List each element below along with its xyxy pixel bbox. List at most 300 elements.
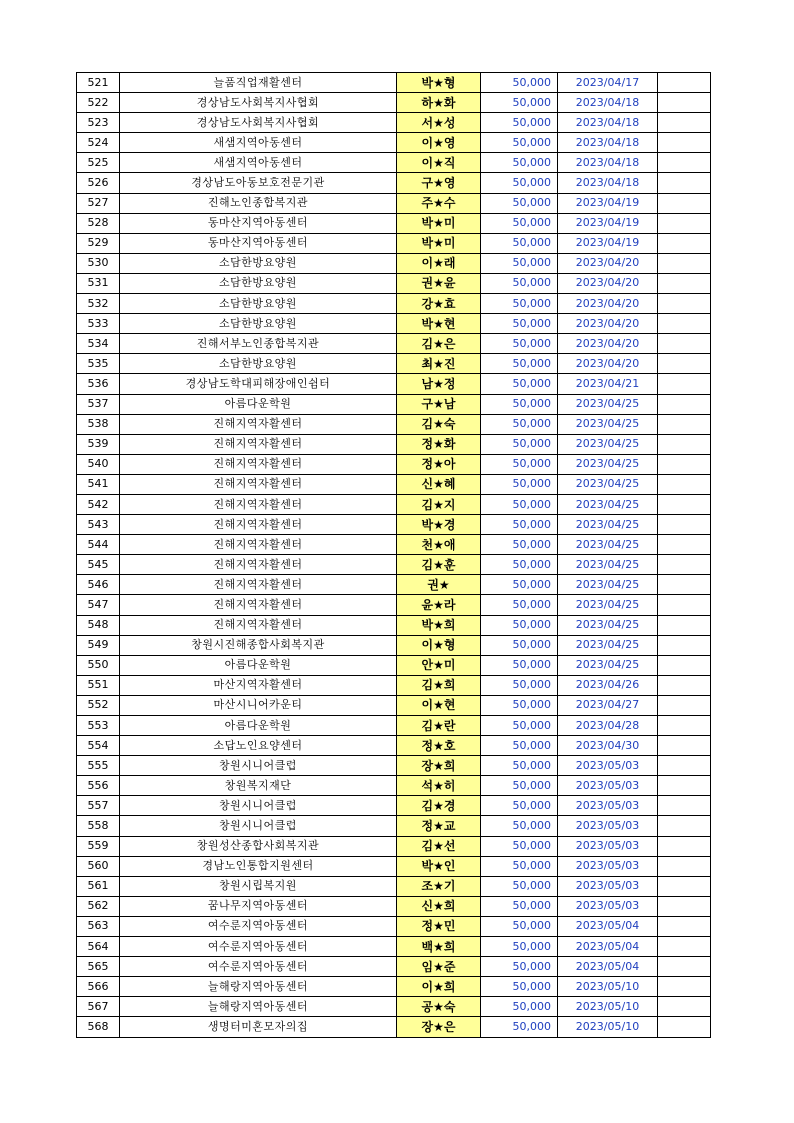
organization-name: 창원시진해종합사회복지관 bbox=[120, 635, 397, 655]
organization-name: 마산지역자활센터 bbox=[120, 675, 397, 695]
amount: 50,000 bbox=[481, 535, 558, 555]
row-number: 564 bbox=[77, 937, 120, 957]
amount: 50,000 bbox=[481, 394, 558, 414]
row-number: 557 bbox=[77, 796, 120, 816]
row-number: 525 bbox=[77, 153, 120, 173]
amount: 50,000 bbox=[481, 314, 558, 334]
donation-date: 2023/04/18 bbox=[558, 133, 658, 153]
amount: 50,000 bbox=[481, 213, 558, 233]
donation-date: 2023/05/10 bbox=[558, 997, 658, 1017]
donation-date: 2023/04/20 bbox=[558, 253, 658, 273]
note-cell bbox=[658, 555, 711, 575]
row-number: 526 bbox=[77, 173, 120, 193]
amount: 50,000 bbox=[481, 233, 558, 253]
amount: 50,000 bbox=[481, 515, 558, 535]
table-row bbox=[77, 896, 711, 916]
organization-name: 소담한방요양원 bbox=[120, 314, 397, 334]
note-cell bbox=[658, 916, 711, 936]
row-number: 563 bbox=[77, 916, 120, 936]
donation-date: 2023/05/03 bbox=[558, 776, 658, 796]
table-row bbox=[77, 334, 711, 354]
table-row bbox=[77, 434, 711, 454]
person-name: 박★미 bbox=[397, 233, 481, 253]
donation-date: 2023/05/04 bbox=[558, 916, 658, 936]
person-name: 이★직 bbox=[397, 153, 481, 173]
donation-date: 2023/04/18 bbox=[558, 153, 658, 173]
person-name: 신★희 bbox=[397, 896, 481, 916]
row-number: 541 bbox=[77, 474, 120, 494]
amount: 50,000 bbox=[481, 374, 558, 394]
table-row bbox=[77, 796, 711, 816]
amount: 50,000 bbox=[481, 635, 558, 655]
table-row bbox=[77, 555, 711, 575]
row-number: 562 bbox=[77, 896, 120, 916]
table-row bbox=[77, 876, 711, 896]
organization-name: 진해지역자활센터 bbox=[120, 575, 397, 595]
note-cell bbox=[658, 675, 711, 695]
donation-date: 2023/04/25 bbox=[558, 635, 658, 655]
organization-name: 진해지역자활센터 bbox=[120, 414, 397, 434]
table-row bbox=[77, 535, 711, 555]
organization-name: 경남노인통합지원센터 bbox=[120, 856, 397, 876]
amount: 50,000 bbox=[481, 414, 558, 434]
organization-name: 소담한방요양원 bbox=[120, 294, 397, 314]
table-row bbox=[77, 937, 711, 957]
table-row bbox=[77, 695, 711, 715]
amount: 50,000 bbox=[481, 93, 558, 113]
row-number: 565 bbox=[77, 957, 120, 977]
table-body bbox=[77, 73, 711, 1038]
organization-name: 늘해랑지역아동센터 bbox=[120, 977, 397, 997]
table-row bbox=[77, 615, 711, 635]
organization-name: 진해지역자활센터 bbox=[120, 494, 397, 514]
note-cell bbox=[658, 937, 711, 957]
row-number: 551 bbox=[77, 675, 120, 695]
note-cell bbox=[658, 394, 711, 414]
table-row bbox=[77, 575, 711, 595]
table-row bbox=[77, 776, 711, 796]
row-number: 536 bbox=[77, 374, 120, 394]
person-name: 서★성 bbox=[397, 113, 481, 133]
amount: 50,000 bbox=[481, 354, 558, 374]
note-cell bbox=[658, 736, 711, 756]
organization-name: 창원시니어클럽 bbox=[120, 756, 397, 776]
donation-date: 2023/04/25 bbox=[558, 575, 658, 595]
amount: 50,000 bbox=[481, 796, 558, 816]
note-cell bbox=[658, 856, 711, 876]
amount: 50,000 bbox=[481, 937, 558, 957]
person-name: 남★정 bbox=[397, 374, 481, 394]
row-number: 554 bbox=[77, 736, 120, 756]
note-cell bbox=[658, 93, 711, 113]
amount: 50,000 bbox=[481, 716, 558, 736]
row-number: 529 bbox=[77, 233, 120, 253]
note-cell bbox=[658, 695, 711, 715]
row-number: 533 bbox=[77, 314, 120, 334]
person-name: 하★화 bbox=[397, 93, 481, 113]
organization-name: 아름다운학원 bbox=[120, 655, 397, 675]
donation-date: 2023/05/03 bbox=[558, 856, 658, 876]
donation-date: 2023/04/20 bbox=[558, 294, 658, 314]
donation-date: 2023/04/20 bbox=[558, 273, 658, 293]
row-number: 530 bbox=[77, 253, 120, 273]
person-name: 이★형 bbox=[397, 635, 481, 655]
person-name: 이★현 bbox=[397, 695, 481, 715]
donation-date: 2023/05/03 bbox=[558, 896, 658, 916]
person-name: 김★란 bbox=[397, 716, 481, 736]
table-row bbox=[77, 153, 711, 173]
organization-name: 늘품직업재활센터 bbox=[120, 73, 397, 93]
amount: 50,000 bbox=[481, 193, 558, 213]
table-row bbox=[77, 113, 711, 133]
row-number: 528 bbox=[77, 213, 120, 233]
table-row bbox=[77, 816, 711, 836]
amount: 50,000 bbox=[481, 474, 558, 494]
row-number: 561 bbox=[77, 876, 120, 896]
note-cell bbox=[658, 73, 711, 93]
organization-name: 생명터미혼모자의집 bbox=[120, 1017, 397, 1037]
table-row bbox=[77, 173, 711, 193]
table-row bbox=[77, 716, 711, 736]
amount: 50,000 bbox=[481, 173, 558, 193]
table-row bbox=[77, 454, 711, 474]
row-number: 550 bbox=[77, 655, 120, 675]
row-number: 559 bbox=[77, 836, 120, 856]
table-row bbox=[77, 655, 711, 675]
person-name: 권★윤 bbox=[397, 273, 481, 293]
note-cell bbox=[658, 253, 711, 273]
organization-name: 소담한방요양원 bbox=[120, 273, 397, 293]
table-row bbox=[77, 394, 711, 414]
person-name: 김★숙 bbox=[397, 414, 481, 434]
amount: 50,000 bbox=[481, 575, 558, 595]
table-row bbox=[77, 233, 711, 253]
person-name: 권★ bbox=[397, 575, 481, 595]
note-cell bbox=[658, 133, 711, 153]
donation-date: 2023/04/19 bbox=[558, 213, 658, 233]
person-name: 김★선 bbox=[397, 836, 481, 856]
row-number: 521 bbox=[77, 73, 120, 93]
amount: 50,000 bbox=[481, 675, 558, 695]
donation-date: 2023/05/03 bbox=[558, 796, 658, 816]
table-row bbox=[77, 635, 711, 655]
table-row bbox=[77, 414, 711, 434]
organization-name: 진해서부노인종합복지관 bbox=[120, 334, 397, 354]
donation-date: 2023/04/26 bbox=[558, 675, 658, 695]
table-row bbox=[77, 997, 711, 1017]
table-row bbox=[77, 595, 711, 615]
donation-date: 2023/05/03 bbox=[558, 816, 658, 836]
donation-date: 2023/05/03 bbox=[558, 756, 658, 776]
amount: 50,000 bbox=[481, 695, 558, 715]
note-cell bbox=[658, 836, 711, 856]
row-number: 539 bbox=[77, 434, 120, 454]
table-row bbox=[77, 675, 711, 695]
organization-name: 진해지역자활센터 bbox=[120, 515, 397, 535]
note-cell bbox=[658, 957, 711, 977]
person-name: 정★아 bbox=[397, 454, 481, 474]
donation-date: 2023/04/25 bbox=[558, 535, 658, 555]
donation-date: 2023/04/20 bbox=[558, 334, 658, 354]
amount: 50,000 bbox=[481, 434, 558, 454]
row-number: 556 bbox=[77, 776, 120, 796]
amount: 50,000 bbox=[481, 494, 558, 514]
table-row bbox=[77, 314, 711, 334]
donation-date: 2023/05/03 bbox=[558, 876, 658, 896]
organization-name: 진해노인종합복지관 bbox=[120, 193, 397, 213]
person-name: 이★영 bbox=[397, 133, 481, 153]
row-number: 560 bbox=[77, 856, 120, 876]
donation-date: 2023/04/25 bbox=[558, 494, 658, 514]
amount: 50,000 bbox=[481, 595, 558, 615]
person-name: 김★경 bbox=[397, 796, 481, 816]
row-number: 535 bbox=[77, 354, 120, 374]
amount: 50,000 bbox=[481, 253, 558, 273]
note-cell bbox=[658, 635, 711, 655]
donation-date: 2023/05/04 bbox=[558, 957, 658, 977]
person-name: 김★지 bbox=[397, 494, 481, 514]
row-number: 543 bbox=[77, 515, 120, 535]
amount: 50,000 bbox=[481, 273, 558, 293]
donation-date: 2023/05/10 bbox=[558, 977, 658, 997]
donation-date: 2023/04/19 bbox=[558, 193, 658, 213]
note-cell bbox=[658, 334, 711, 354]
amount: 50,000 bbox=[481, 555, 558, 575]
amount: 50,000 bbox=[481, 153, 558, 173]
organization-name: 경상남도사회복지사협회 bbox=[120, 113, 397, 133]
table-row bbox=[77, 736, 711, 756]
person-name: 장★희 bbox=[397, 756, 481, 776]
note-cell bbox=[658, 494, 711, 514]
note-cell bbox=[658, 314, 711, 334]
donation-date: 2023/04/25 bbox=[558, 655, 658, 675]
person-name: 이★희 bbox=[397, 977, 481, 997]
note-cell bbox=[658, 896, 711, 916]
row-number: 540 bbox=[77, 454, 120, 474]
person-name: 박★경 bbox=[397, 515, 481, 535]
note-cell bbox=[658, 997, 711, 1017]
row-number: 532 bbox=[77, 294, 120, 314]
person-name: 강★효 bbox=[397, 294, 481, 314]
row-number: 553 bbox=[77, 716, 120, 736]
organization-name: 여수룬지역아동센터 bbox=[120, 957, 397, 977]
person-name: 안★미 bbox=[397, 655, 481, 675]
table-row bbox=[77, 957, 711, 977]
amount: 50,000 bbox=[481, 736, 558, 756]
row-number: 545 bbox=[77, 555, 120, 575]
organization-name: 진해지역자활센터 bbox=[120, 595, 397, 615]
donation-date: 2023/04/20 bbox=[558, 314, 658, 334]
organization-name: 소담한방요양원 bbox=[120, 354, 397, 374]
row-number: 524 bbox=[77, 133, 120, 153]
note-cell bbox=[658, 193, 711, 213]
donation-date: 2023/04/27 bbox=[558, 695, 658, 715]
amount: 50,000 bbox=[481, 113, 558, 133]
row-number: 534 bbox=[77, 334, 120, 354]
donation-date: 2023/04/18 bbox=[558, 113, 658, 133]
person-name: 백★희 bbox=[397, 937, 481, 957]
person-name: 윤★라 bbox=[397, 595, 481, 615]
row-number: 522 bbox=[77, 93, 120, 113]
table-row bbox=[77, 836, 711, 856]
organization-name: 꿈나무지역아동센터 bbox=[120, 896, 397, 916]
note-cell bbox=[658, 575, 711, 595]
donation-date: 2023/04/25 bbox=[558, 595, 658, 615]
person-name: 석★히 bbox=[397, 776, 481, 796]
note-cell bbox=[658, 273, 711, 293]
amount: 50,000 bbox=[481, 977, 558, 997]
donation-date: 2023/04/18 bbox=[558, 93, 658, 113]
row-number: 546 bbox=[77, 575, 120, 595]
table-row bbox=[77, 133, 711, 153]
note-cell bbox=[658, 233, 711, 253]
table-row bbox=[77, 856, 711, 876]
amount: 50,000 bbox=[481, 957, 558, 977]
donation-date: 2023/05/10 bbox=[558, 1017, 658, 1037]
note-cell bbox=[658, 535, 711, 555]
organization-name: 창원시니어클럽 bbox=[120, 796, 397, 816]
table-row bbox=[77, 193, 711, 213]
note-cell bbox=[658, 756, 711, 776]
person-name: 박★인 bbox=[397, 856, 481, 876]
donation-date: 2023/04/30 bbox=[558, 736, 658, 756]
donation-table bbox=[76, 72, 711, 1038]
amount: 50,000 bbox=[481, 916, 558, 936]
note-cell bbox=[658, 655, 711, 675]
person-name: 이★래 bbox=[397, 253, 481, 273]
note-cell bbox=[658, 454, 711, 474]
donation-date: 2023/04/25 bbox=[558, 515, 658, 535]
donation-date: 2023/04/25 bbox=[558, 454, 658, 474]
table-row bbox=[77, 354, 711, 374]
row-number: 548 bbox=[77, 615, 120, 635]
table-row bbox=[77, 756, 711, 776]
organization-name: 동마산지역아동센터 bbox=[120, 233, 397, 253]
organization-name: 창원복지재단 bbox=[120, 776, 397, 796]
person-name: 공★숙 bbox=[397, 997, 481, 1017]
amount: 50,000 bbox=[481, 896, 558, 916]
note-cell bbox=[658, 213, 711, 233]
note-cell bbox=[658, 615, 711, 635]
note-cell bbox=[658, 1017, 711, 1037]
table-row bbox=[77, 73, 711, 93]
table-row bbox=[77, 474, 711, 494]
table-row bbox=[77, 93, 711, 113]
amount: 50,000 bbox=[481, 1017, 558, 1037]
person-name: 정★화 bbox=[397, 434, 481, 454]
amount: 50,000 bbox=[481, 334, 558, 354]
row-number: 538 bbox=[77, 414, 120, 434]
organization-name: 경상남도사회복지사협회 bbox=[120, 93, 397, 113]
person-name: 김★희 bbox=[397, 675, 481, 695]
row-number: 566 bbox=[77, 977, 120, 997]
person-name: 장★은 bbox=[397, 1017, 481, 1037]
person-name: 조★기 bbox=[397, 876, 481, 896]
person-name: 정★교 bbox=[397, 816, 481, 836]
organization-name: 경상남도아동보호전문기관 bbox=[120, 173, 397, 193]
person-name: 구★남 bbox=[397, 394, 481, 414]
organization-name: 창원성산종합사회복지관 bbox=[120, 836, 397, 856]
organization-name: 새샘지역아동센터 bbox=[120, 153, 397, 173]
row-number: 567 bbox=[77, 997, 120, 1017]
organization-name: 소답노인요양센터 bbox=[120, 736, 397, 756]
amount: 50,000 bbox=[481, 816, 558, 836]
note-cell bbox=[658, 796, 711, 816]
table-row bbox=[77, 374, 711, 394]
person-name: 신★혜 bbox=[397, 474, 481, 494]
donation-date: 2023/04/18 bbox=[558, 173, 658, 193]
person-name: 구★영 bbox=[397, 173, 481, 193]
donation-date: 2023/04/25 bbox=[558, 555, 658, 575]
amount: 50,000 bbox=[481, 776, 558, 796]
amount: 50,000 bbox=[481, 655, 558, 675]
amount: 50,000 bbox=[481, 133, 558, 153]
row-number: 531 bbox=[77, 273, 120, 293]
organization-name: 마산시니어카운티 bbox=[120, 695, 397, 715]
organization-name: 진해지역자활센터 bbox=[120, 454, 397, 474]
table-row bbox=[77, 916, 711, 936]
organization-name: 창원시니어클럽 bbox=[120, 816, 397, 836]
note-cell bbox=[658, 876, 711, 896]
row-number: 547 bbox=[77, 595, 120, 615]
person-name: 천★애 bbox=[397, 535, 481, 555]
donation-date: 2023/05/04 bbox=[558, 937, 658, 957]
organization-name: 아름다운학원 bbox=[120, 716, 397, 736]
row-number: 552 bbox=[77, 695, 120, 715]
person-name: 최★진 bbox=[397, 354, 481, 374]
person-name: 박★형 bbox=[397, 73, 481, 93]
organization-name: 진해지역자활센터 bbox=[120, 555, 397, 575]
row-number: 542 bbox=[77, 494, 120, 514]
note-cell bbox=[658, 595, 711, 615]
organization-name: 새샘지역아동센터 bbox=[120, 133, 397, 153]
note-cell bbox=[658, 354, 711, 374]
row-number: 549 bbox=[77, 635, 120, 655]
organization-name: 진해지역자활센터 bbox=[120, 474, 397, 494]
row-number: 527 bbox=[77, 193, 120, 213]
organization-name: 아름다운학원 bbox=[120, 394, 397, 414]
donation-date: 2023/04/19 bbox=[558, 233, 658, 253]
organization-name: 소담한방요양원 bbox=[120, 253, 397, 273]
donation-date: 2023/05/03 bbox=[558, 836, 658, 856]
donation-date: 2023/04/28 bbox=[558, 716, 658, 736]
note-cell bbox=[658, 716, 711, 736]
table-row bbox=[77, 253, 711, 273]
donation-list-sheet bbox=[76, 72, 710, 1038]
organization-name: 진해지역자활센터 bbox=[120, 434, 397, 454]
person-name: 박★미 bbox=[397, 213, 481, 233]
table-row bbox=[77, 494, 711, 514]
organization-name: 여수룬지역아동센터 bbox=[120, 937, 397, 957]
donation-date: 2023/04/25 bbox=[558, 434, 658, 454]
person-name: 정★호 bbox=[397, 736, 481, 756]
donation-date: 2023/04/20 bbox=[558, 354, 658, 374]
person-name: 박★현 bbox=[397, 314, 481, 334]
donation-date: 2023/04/25 bbox=[558, 414, 658, 434]
organization-name: 창원시립복지원 bbox=[120, 876, 397, 896]
note-cell bbox=[658, 294, 711, 314]
donation-date: 2023/04/25 bbox=[558, 394, 658, 414]
person-name: 김★은 bbox=[397, 334, 481, 354]
note-cell bbox=[658, 374, 711, 394]
note-cell bbox=[658, 474, 711, 494]
note-cell bbox=[658, 816, 711, 836]
person-name: 주★수 bbox=[397, 193, 481, 213]
table-row bbox=[77, 1017, 711, 1037]
amount: 50,000 bbox=[481, 294, 558, 314]
amount: 50,000 bbox=[481, 454, 558, 474]
row-number: 537 bbox=[77, 394, 120, 414]
